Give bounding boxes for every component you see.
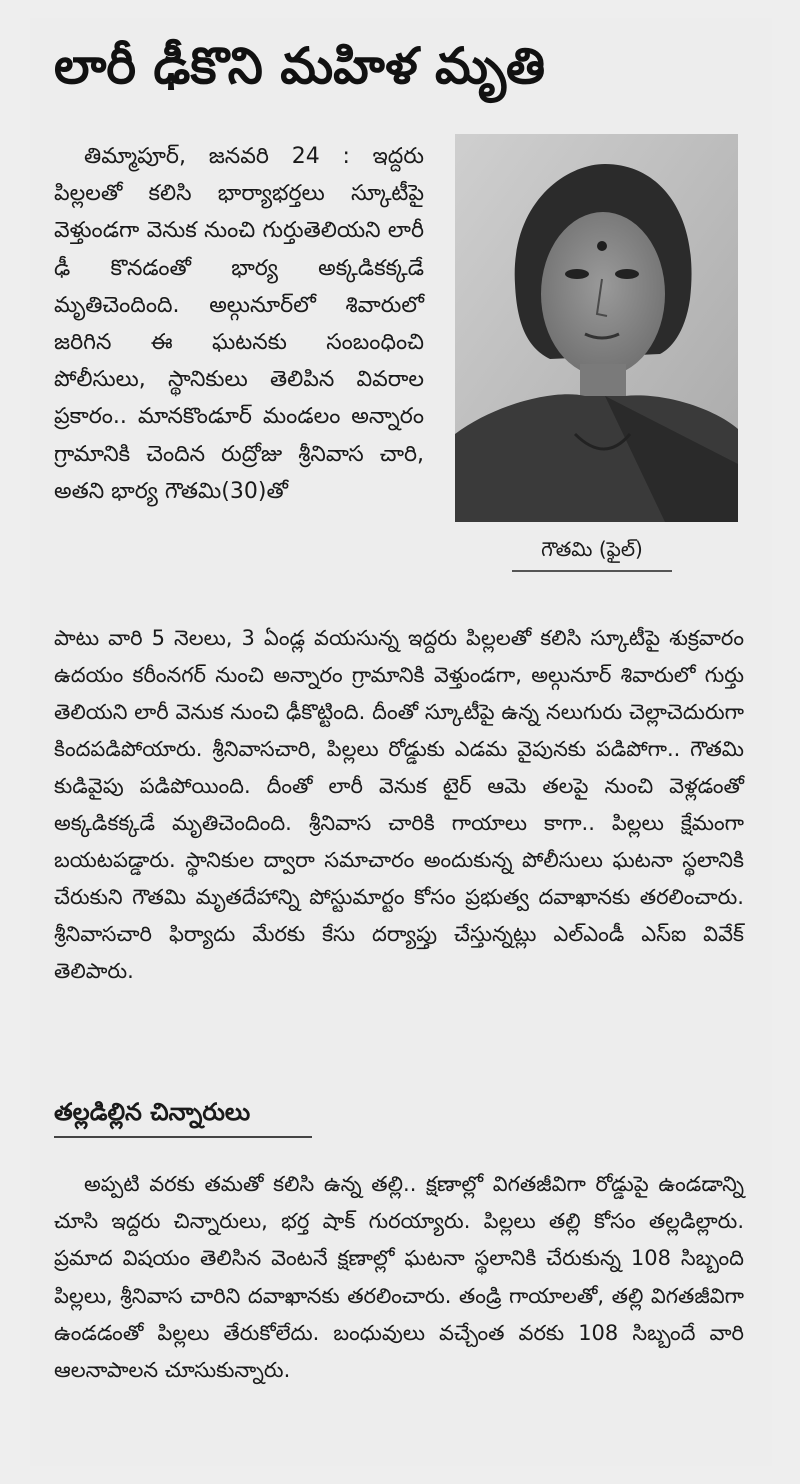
- body-paragraph: పాటు వారి 5 నెలలు, 3 ఏండ్ల వయసున్న ఇద్దరు పిల్లలతో కలిసి స్కూటీపై శుక్రవారం ఉదయం కరీంనగర్ నుంచి అన్నారం గ్రామానికి వెళ్తుండగా, అల్గునూర్ శివారులో గుర్తు తెలియని లారీ వెనుక నుంచి ఢీకొట్టింది. దీంతో స్కూటీపై ఉన్న నలుగురు చెల్లాచెదురుగా కిందపడిపోయారు. శ్రీనివాసచారి, పిల్లలు రోడ్డుకు ఎడమ వైపునకు పడిపోగా.. గౌతమి కుడివైపు పడిపోయింది. దీంతో లారీ వెనుక టైర్ ఆమె తలపై నుంచి వెళ్లడంతో అక్కడికక్కడే మృతిచెందింది. శ్రీనివాస చారికి గాయాలు కాగా.. పిల్లలు క్షేమంగా బయటపడ్డారు. స్థానికుల ద్వారా సమాచారం అందుకున్న పోలీసులు ఘటనా స్థలానికి చేరుకుని గౌతమి మృతదేహాన్ని పోస్టుమార్టం కోసం ప్రభుత్వ దవాఖానకు తరలించారు. శ్రీనివాసచారి ఫిర్యాదు మేరకు కేసు దర్యాప్తు చేస్తున్నట్లు ఎల్ఎండీ ఎస్ఐ వివేక్ తెలిపారు.: [54, 626, 744, 983]
- subheading: తల్లడిల్లిన చిన్నారులు: [54, 1092, 312, 1138]
- second-section: [54, 1166, 744, 1389]
- headline: లారీ ఢీకొని మహిళ మృతి: [54, 37, 546, 95]
- lead-column: [54, 138, 424, 510]
- photo-portrait: [455, 134, 738, 522]
- second-paragraph: అప్పటి వరకు తమతో కలిసి ఉన్న తల్లి.. క్షణాల్లో విగతజీవిగా రోడ్డుపై ఉండడాన్ని చూసి ఇద్దరు చిన్నారులు, భర్త షాక్ గురయ్యారు. పిల్లలు తల్లి కోసం తల్లడిల్లారు. ప్రమాద విషయం తెలిసిన వెంటనే క్షణాల్లో ఘటనా స్థలానికి చేరుకున్న 108 సిబ్బంది పిల్లలు, శ్రీనివాస చారిని దవాఖానకు తరలించారు. తండ్రి గాయాలతో, తల్లి విగతజీవిగా ఉండడంతో పిల్లలు తేరుకోలేదు. బంధువులు వచ్చేంత వరకు 108 సిబ్బందే వారి ఆలనాపాలన చూసుకున్నారు.: [54, 1172, 744, 1383]
- photo-caption: గౌతమి (ఫైల్): [512, 532, 672, 572]
- portrait-image: [455, 134, 738, 522]
- lead-paragraph: తిమ్మాపూర్, జనవరి 24 : ఇద్దరు పిల్లలతో కలిసి భార్యాభర్తలు స్కూటీపై వెళ్తుండగా వెనుక నుంచి గుర్తుతెలియని లారీ ఢీ కొనడంతో భార్య అక్కడికక్కడే మృతిచెందింది. అల్గునూర్‌లో శివారులో జరిగిన ఈ ఘటనకు సంబంధించి పోలీసులు, స్థానికులు తెలిపిన వివరాల ప్రకారం.. మానకొండూర్ మండలం అన్నారం గ్రామానికి చెందిన రుద్రోజు శ్రీనివాస చారి, అతని భార్య గౌతమి(30)తో: [54, 144, 424, 504]
- article-body: [54, 620, 744, 990]
